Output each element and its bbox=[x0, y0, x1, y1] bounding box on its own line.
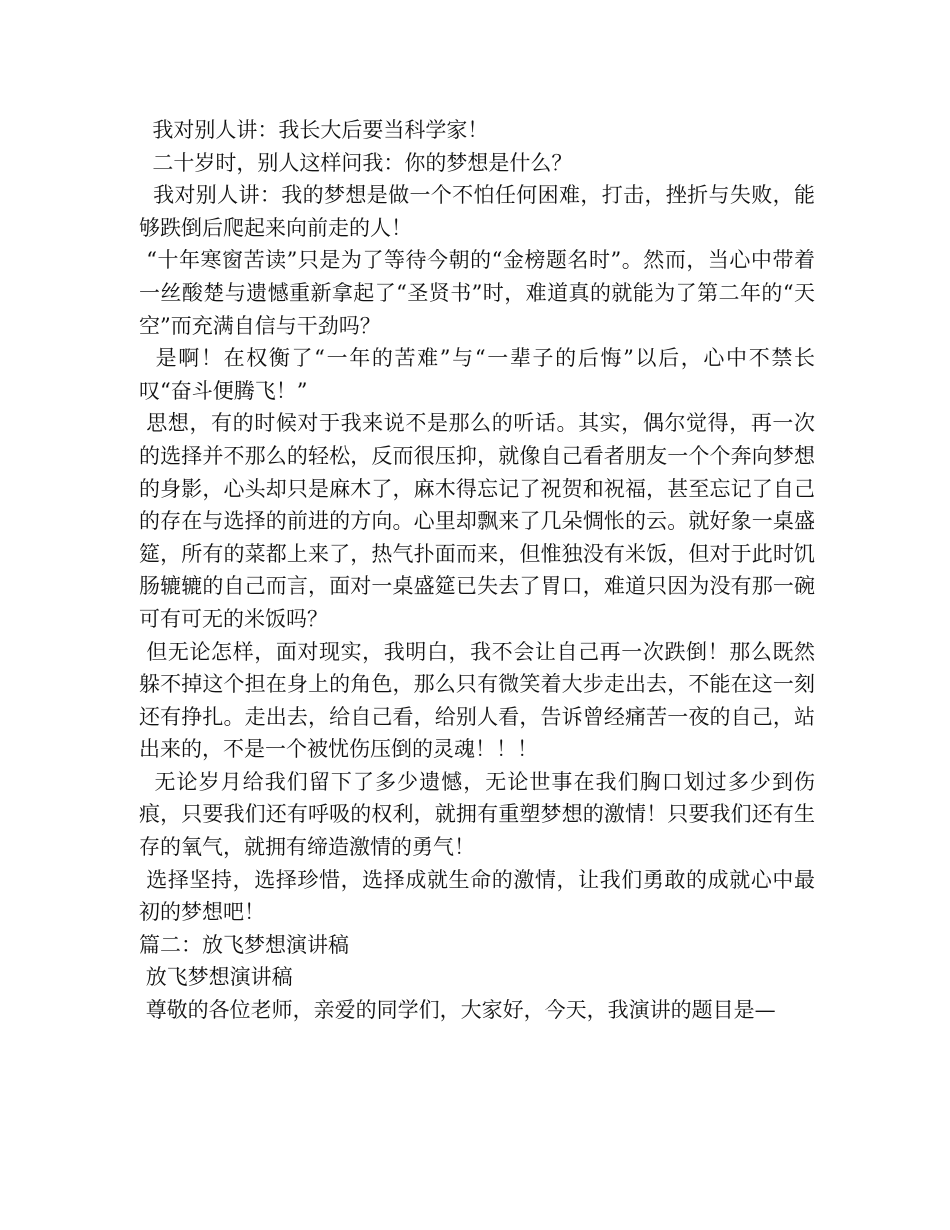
paragraph-9: 选择坚持，选择珍惜，选择成就生命的激情，让我们勇敢的成就心中最初的梦想吧！ bbox=[139, 867, 816, 925]
paragraph-10: 尊敬的各位老师，亲爱的同学们，大家好，今天，我演讲的题目是— bbox=[139, 998, 776, 1023]
paragraph-8: 无论岁月给我们留下了多少遗憾，无论世事在我们胸口划过多少到伤痕，只要我们还有呼吸的权利，就拥有重塑梦想的激情！只要我们还有生存的氧气，就拥有缔造激情的勇气！ bbox=[139, 769, 816, 860]
paragraph-7: 但无论怎样，面对现实，我明白，我不会让自己再一次跌倒！那么既然躲不掉这个担在身上的角色，那么只有微笑着大步走出去，不能在这一刻还有挣扎。走出去，给自己看，给别人看，告诉曾经痛苦一夜的自己，站出来的，不是一个被忧伤压倒的灵魂！！！ bbox=[139, 639, 816, 762]
paragraph-4: “十年寒窗苦读”只是为了等待今朝的“金榜题名时”。然而，当心中带着一丝酸楚与遗憾重新拿起了“圣贤书”时，难道真的就能为了第二年的“天空”而充满自信与干劲吗？ bbox=[139, 248, 815, 338]
paragraph-6: 思想，有的时候对于我来说不是那么的听话。其实，偶尔觉得，再一次的选择并不那么的轻松，反而很压抑，就像自己看者朋友一个个奔向梦想的身影，心头却只是麻木了，麻木得忘记了祝贺和祝福，甚至忘记了自己的存在与选择的前进的方向。心里却飘来了几朵惆怅的云。就好象一桌盛筵，所有的菜都上来了，热气扑面而来，但惟独没有米饭，但对于此时饥肠辘辘的自己而言，面对一桌盛筵已失去了胃口，难道只因为没有那一碗可有可无的米饭吗？ bbox=[139, 411, 816, 631]
section-title: 篇二：放飞梦想演讲稿 bbox=[139, 932, 349, 957]
paragraph-1: 我对别人讲：我长大后要当科学家！ bbox=[139, 118, 489, 142]
speech-title: 放飞梦想演讲稿 bbox=[139, 965, 293, 990]
document-body bbox=[139, 114, 815, 1027]
paragraph-2: 二十岁时，别人这样问我：你的梦想是什么？ bbox=[139, 150, 573, 175]
paragraph-5: 是啊！在权衡了“一年的苦难”与“一辈子的后悔”以后，心中不禁长叹“奋斗便腾飞！” bbox=[139, 346, 815, 403]
paragraph-3: 我对别人讲：我的梦想是做一个不怕任何困难，打击，挫折与失败，能够跌倒后爬起来向前走的人！ bbox=[139, 183, 815, 240]
